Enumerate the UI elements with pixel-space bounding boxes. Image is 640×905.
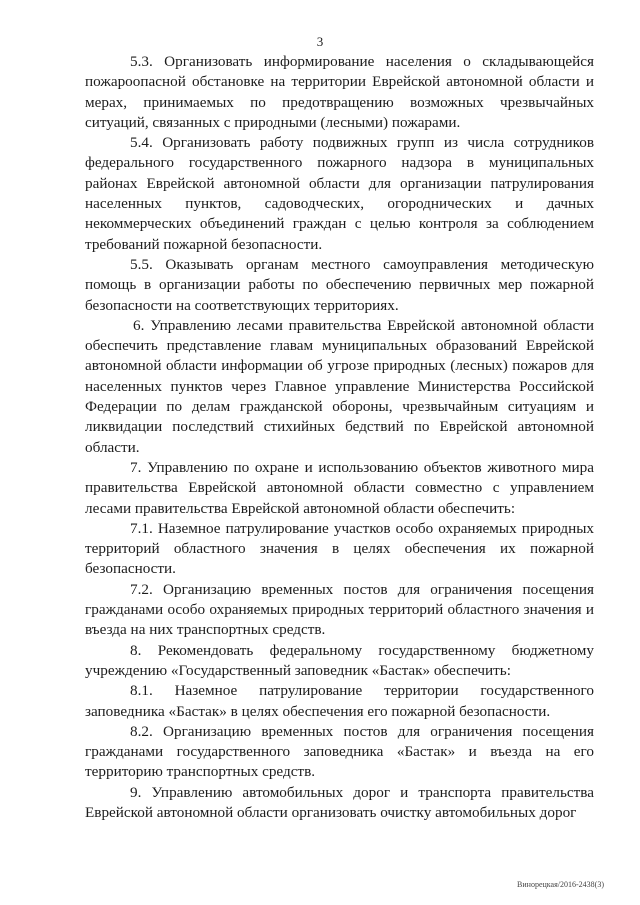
paragraph-7-2: 7.2. Организацию временных постов для ограничения посещения гражданами особо охраняемых природных территорий областного значения и въезда на них транспортных средств. bbox=[85, 580, 594, 639]
paragraph-8-1: 8.1. Наземное патрулирование территории государственного заповедника «Бастак» в целях обеспечения его пожарной безопасности. bbox=[85, 682, 594, 720]
paragraph-6: 6. Управлению лесами правительства Еврейской автономной области обеспечить представление главам муниципальных образований Еврейской автономной области информации об угрозе природных (лесных) пожаров для населенных пунктов через Главное управление Министерства Российской Федерации по делам гражданской обороны, чрезвычайным ситуациям и ликвидации последствий стихийных бедствий по Еврейской автономной области. bbox=[85, 316, 594, 456]
paragraph-7-1: 7.1. Наземное патрулирование участков особо охраняемых природных территорий областного значения в целях обеспечения их пожарной безопасности. bbox=[85, 519, 594, 578]
paragraph-5-3: 5.3. Организовать информирование населения о складывающейся пожароопасной обстановке на территории Еврейской автономной области и мерах, принимаемых по предотвращению возможных чрезвычайных ситуаций, связанных с природными (лесными) пожарами. bbox=[85, 53, 594, 131]
paragraph-5-4: 5.4. Организовать работу подвижных групп из числа сотрудников федерального государственного пожарного надзора в муниципальных районах Еврейской автономной области для организации патрулирования населенных пунктов, садоводческих, огороднических и дачных некоммерческих объединений граждан с целью контроля за соблюдением требований пожарной безопасности. bbox=[85, 134, 594, 253]
paragraph-8-2: 8.2. Организацию временных постов для ограничения посещения гражданами государственного заповедника «Бастак» и въезда на его территорию транспортных средств. bbox=[85, 722, 594, 781]
footer-document-code: Винорецкая/2016-2438(3) bbox=[517, 880, 604, 889]
page-number: 3 bbox=[316, 34, 324, 49]
paragraph-8: 8. Рекомендовать федеральному государственному бюджетному учреждению «Государственный заповедник «Бастак» обеспечить: bbox=[85, 641, 594, 679]
paragraph-5-5: 5.5. Оказывать органам местного самоуправления методическую помощь в организации работы по обеспечению первичных мер пожарной безопасности на соответствующих территориях. bbox=[85, 255, 594, 314]
document-body bbox=[85, 52, 594, 823]
paragraph-7: 7. Управлению по охране и использованию объектов животного мира правительства Еврейской автономной области совместно с управлением лесами правительства Еврейской автономной области обеспечить: bbox=[85, 458, 594, 517]
paragraph-9: 9. Управлению автомобильных дорог и транспорта правительства Еврейской автономной области организовать очистку автомобильных дорог bbox=[85, 783, 594, 821]
